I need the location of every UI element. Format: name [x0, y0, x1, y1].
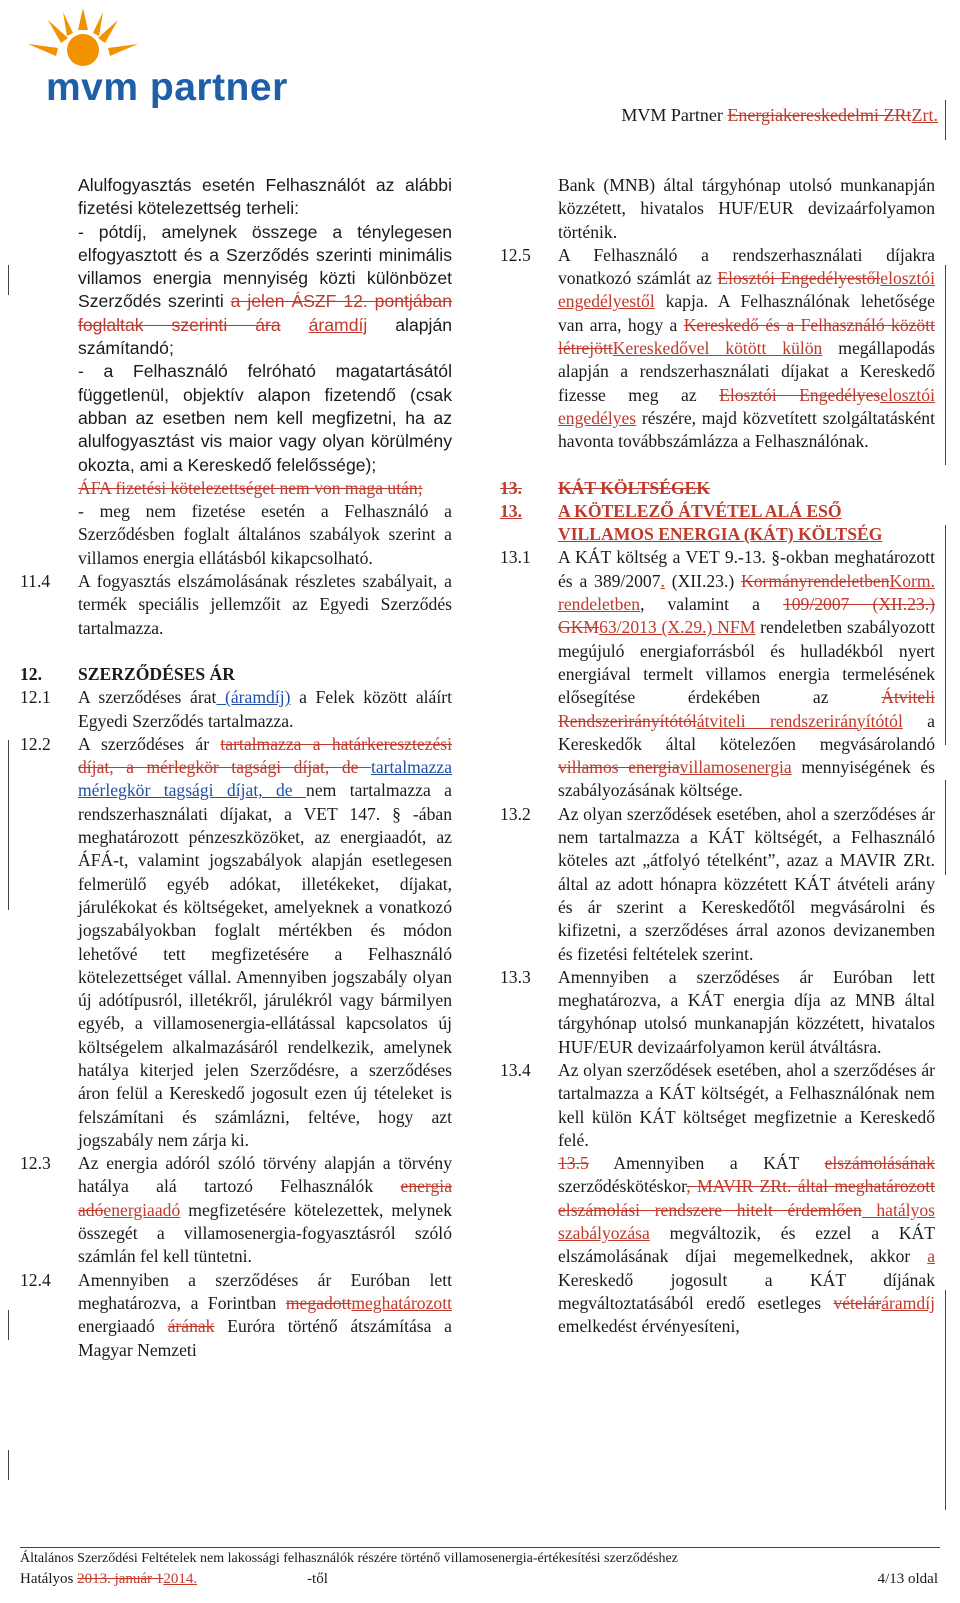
section-12-heading: 12. SZERZŐDÉSES ÁR	[20, 663, 235, 684]
footer-title: Általános Szerződési Feltételek nem lakossági felhasználók részére történő villamosenergia-értékesítési szerződéshez	[20, 1551, 678, 1566]
bullet-afa-deleted: ÁFA fizetési kötelezettséget nem von maga után;	[78, 477, 423, 498]
section-12-4: 12.4 Amennyiben a szerződéses ár Euróban lett meghatározva, a Forintban megadottmeghatározott energiaadó árának Euróra történő átszámítása a Magyar Nemzeti	[20, 1269, 452, 1360]
bullet-kikapcsolhato: - meg nem fizetése esetén a Felhasználó a Szerződésben foglalt általános szabályok szerint a villamos energia ellátásból kikapcsolható.	[78, 501, 452, 568]
mvm-partner-logo	[18, 8, 288, 109]
alulfogyasztas-block	[20, 174, 452, 570]
section-12-5: 12.5 A Felhasználó a rendszerhasználati díjakra vonatkozó számlát az Elosztói Engedélyestőlelosztói engedélyestől kapja. A Felhasználónak lehetősége van arra, hogy a Kereskedő és a Felhasználó között létrejöttKereskedővel kötött külön megállapodás alapján a rendszerhasználati díjakat a Kereskedő fizesse meg az Elosztói Engedélyeselosztói engedélyes részére, majd közvetített szolgáltatásként havonta továbbszámlázza a Felhasználónak.	[500, 244, 935, 452]
revision-bar	[945, 780, 946, 875]
revision-bar	[945, 100, 946, 140]
left-column	[20, 174, 452, 1362]
intro-text: Alulfogyasztás esetén Felhasználót az alábbi fizetési kötelezettség terheli:	[78, 175, 452, 219]
bullet-felrohato: - a Felhasználó felróható magatartásától függetlenül, objektív alapon fizetendő (csak abban az esetben nem kell megfizetni, ha az alulfogyasztást vis maior vagy olyan körülmény okozta, ami a Kereskedő felelőssége);	[78, 361, 452, 475]
header-company: MVM Partner Energiakereskedelmi ZRtZrt.	[621, 105, 938, 125]
bullet-potdij: - pótdíj, amelynek összege a ténylegesen elfogyasztott és a Szerződés szerinti minimális villamos energia mennyiség közti különbözet Szerződés szerinti a jelen ÁSZF 12. pontjában foglaltak szerinti ára áramdíj alapján számítandó;	[78, 221, 453, 359]
section-11-4: 11.4 A fogyasztás elszámolásának részletes szabályait, a termék speciális jellemzőit az Egyedi Szerződés tartalmazza.	[20, 571, 452, 638]
section-13-1: 13.1 A KÁT költség a VET 9.-13. §-okban meghatározott és a 389/2007. (XII.23.) KormányrendeletbenKorm. rendeletben, valamint a 109/2007 (XII.23.) GKM63/2013 (X.29.) NFM rendeletben szabályozott megújuló energiaforrásból és hulladékból nyert energiával termelt villamos energia termelésének elősegítése érdekében az Átviteli Rendszerirányítótólátviteli rendszerirányítótól a Kereskedők által kötelezően megvásárolandó villamos energiavillamosenergia mennyiségének és szabályozásának költsége.	[500, 547, 936, 801]
section-13-5: 13.5 Amennyiben a KÁT elszámolásának szerződéskötéskor, MAVIR ZRt. által meghatározott elszámolási rendszere hitelt érdemlően hatályos szabályozása megváltozik, és ezzel a KÁT elszámolásának díjai megemelkednek, akkor a Kereskedő jogosult a KÁT díjának megváltoztatásából eredő esetleges vételáráramdíj emelkedést érvényesíteni,	[558, 1153, 936, 1337]
section-13-heading-deleted: 13. KÁT KÖLTSÉGEK	[500, 477, 711, 498]
revision-bar	[945, 265, 946, 465]
section-13-heading: 13. A KÖTELEZŐ ÁTVÉTEL ALÁ ESŐ VILLAMOS ENERGIA (KÁT) KÖLTSÉG	[500, 500, 883, 545]
revision-bar	[8, 1310, 9, 1340]
revision-bar	[8, 265, 9, 295]
section-12-1: 12.1 A szerződéses árat (áramdíj) a Felek között aláírt Egyedi Szerződés tartalmazza.	[20, 687, 453, 731]
footer-validity: Hatályos 2013. január 12014. -től	[20, 1571, 328, 1587]
revision-bar	[945, 1290, 946, 1510]
footer-rule	[20, 1547, 940, 1548]
section-12-3: 12.3 Az energia adóról szóló törvény alapján a törvény hatálya alá tartozó Felhasználók energia adóenergiaadó megfizetésére kötelezettek, melynek összegét a villamosenergia-fogyasztásról szóló számlán fel kell tüntetni.	[20, 1153, 452, 1267]
section-13-4: 13.4 Az olyan szerződések esetében, ahol a szerződéses ár tartalmazza a KÁT költségét, a Felhasználónak nem kell külön KÁT költséget megfizetnie a Kereskedő felé.	[500, 1059, 935, 1150]
revision-bar	[945, 525, 946, 745]
section-13-2: 13.2 Az olyan szerződések esetében, ahol a szerződéses ár nem tartalmazza a KÁT költségét, a Felhasználó köteles azt „átfolyó tételként”, azaz a MAVIR ZRt. által az adott hónapra közzétett KÁT átvételi arány és ár szerint a Kereskedőtől megvásárolni és kifizetni, a szerződéses árral azonos devizanemben és fizetési feltételek szerint.	[500, 803, 935, 964]
page-number: 4/13 oldal	[877, 1571, 938, 1587]
logo-text: mvm partner	[46, 66, 288, 109]
section-13-3: 13.3 Amennyiben a szerződéses ár Euróban lett meghatározva, a KÁT energia díja az MNB által tárgyhónap utolsó munkanapján közzétett, hivatalos HUF/EUR devizaárfolyamon kerül átváltásra.	[500, 966, 935, 1057]
section-12-2: 12.2 A szerződéses ár tartalmazza a határkeresztezési díjat, a mérlegkör tagsági díjat, de tartalmazza mérlegkör tagsági díjat, de nem tartalmazza a rendszerhasználati díjakat, a VET 147. § -ában meghatározott pénzeszközöket, az energiaadót, az ÁFÁ-t, valamint jogszabályok alapján esetlegesen felmerülő egyéb adókat, illetékeket, díjakat, járulékokat és költségeket, amelyeknek a vonatkozó jogszabályokban foglalt mértékben és módon lehetővé tett megfizetésére a Felhasználó kötelezettséget vállal. Amennyiben jogszabály olyan új adótípusról, illetékről, járulékról vagy bármilyen egyéb, a villamosenergia-ellátással kapcsolatos új költségelem alkalmazásáról rendelkezik, amelynek hatálya kiterjed jelen Szerződésre, a szerződéses áron felül a Kereskedő jogosult ezen új tételeket is felszámítani és számlázni, feltéve, hogy azt jogszabály nem zárja ki.	[20, 733, 453, 1150]
revision-bar	[8, 1450, 9, 1480]
continuation-text: Bank (MNB) által tárgyhónap utolsó munkanapján közzétett, hivatalos HUF/EUR devizaárfolyamon történik.	[558, 175, 935, 242]
revision-bar	[8, 740, 9, 910]
right-column	[500, 174, 935, 1339]
